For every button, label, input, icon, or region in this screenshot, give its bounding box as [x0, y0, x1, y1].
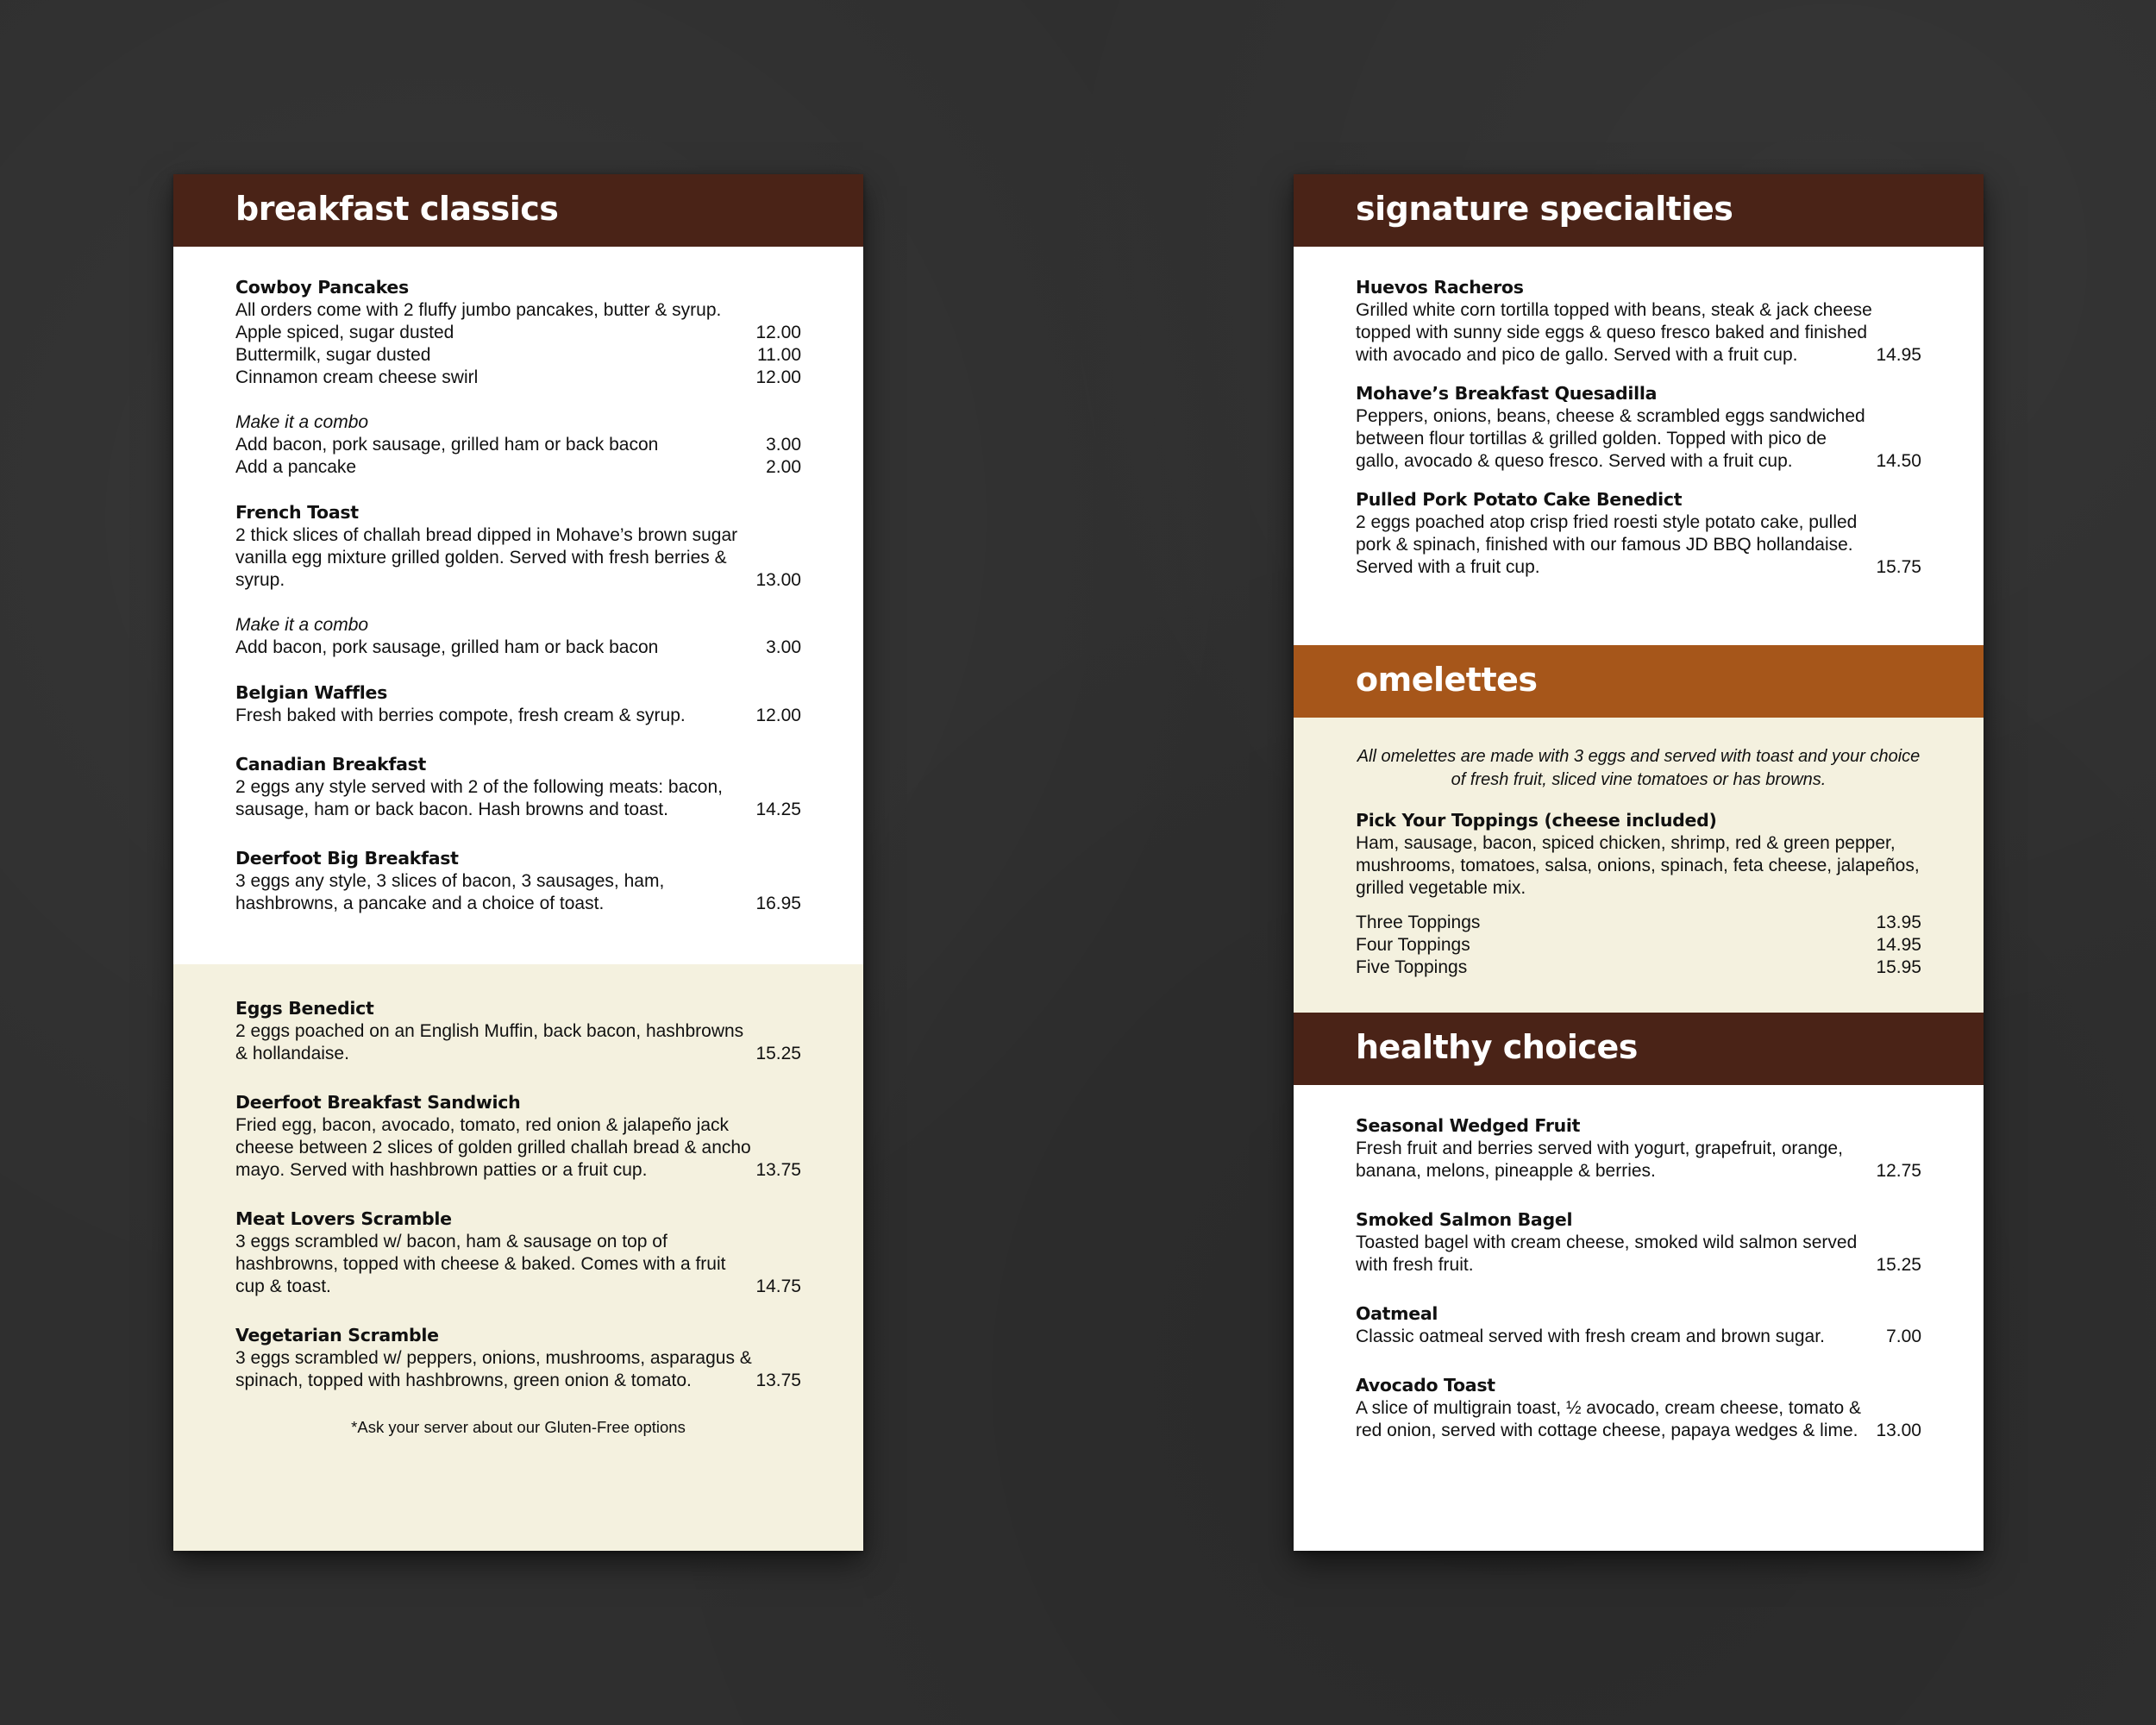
option-price: 11.00 — [757, 345, 801, 365]
item-name: Mohave’s Breakfast Quesadilla — [1356, 383, 1658, 404]
item-price: 7.00 — [1886, 1327, 1921, 1346]
option-price: 12.00 — [755, 323, 801, 342]
menu-item-vegetarian-scramble — [235, 1324, 801, 1392]
breakfast-classics-menu-panel — [173, 174, 863, 1551]
item-description: 3 eggs any style, 3 slices of bacon, 3 sausages, ham, hashbrowns, a pancake and a choice of toast. — [235, 871, 665, 913]
cream-section — [173, 964, 863, 1551]
item-price: 15.25 — [1876, 1255, 1921, 1275]
item-price: 14.50 — [1876, 451, 1921, 471]
item-description: Toasted bagel with cream cheese, smoked wild salmon served with fresh fruit. — [1356, 1233, 1858, 1275]
item-description: 2 eggs any style served with 2 of the following meats: bacon, sausage, ham or back bacon. Hash browns and toast. — [235, 777, 723, 819]
healthy-choices-title: healthy choices — [1356, 1028, 1638, 1066]
item-price: 14.95 — [1876, 345, 1921, 365]
item-name: Pulled Pork Potato Cake Benedict — [1356, 489, 1683, 510]
menu-item-cowboy-pancakes — [235, 276, 801, 479]
menu-item-pulled-pork-benedict — [1356, 488, 1921, 579]
item-name: Smoked Salmon Bagel — [1356, 1209, 1573, 1230]
option-price: 14.95 — [1876, 935, 1921, 955]
option-label: Four Toppings — [1356, 935, 1470, 955]
omelettes-items — [1356, 745, 1921, 979]
option-price: 15.95 — [1876, 957, 1921, 977]
item-name: Pick Your Toppings (cheese included) — [1356, 810, 1717, 831]
item-name: Eggs Benedict — [235, 998, 374, 1019]
option-price: 12.00 — [755, 367, 801, 387]
item-description: 3 eggs scrambled w/ peppers, onions, mushrooms, asparagus & spinach, topped with hashbrowns, green onion & tomato. — [235, 1348, 752, 1390]
combo-price: 3.00 — [766, 435, 801, 455]
combo-row — [235, 434, 801, 456]
option-row — [1356, 957, 1921, 979]
menu-item-avocado-toast — [1356, 1374, 1921, 1442]
menu-item-deerfoot-big-breakfast — [235, 847, 801, 915]
signature-specialties-header-band — [1294, 174, 1984, 247]
combo-title: Make it a combo — [235, 412, 369, 432]
menu-item-meat-lovers-scramble — [235, 1208, 801, 1298]
item-description: Classic oatmeal served with fresh cream and brown sugar. — [1356, 1327, 1825, 1346]
item-description: Peppers, onions, beans, cheese & scrambled eggs sandwiched between flour tortillas & grilled golden. Topped with pico de gallo, avocado & queso fresco. Served with a fruit cup. — [1356, 406, 1865, 471]
combo-price: 3.00 — [766, 637, 801, 657]
breakfast-classics-header-band — [173, 174, 863, 247]
specialties-menu-panel — [1294, 174, 1984, 1551]
menu-item-smoked-salmon-bagel — [1356, 1208, 1921, 1276]
combo-title: Make it a combo — [235, 615, 369, 635]
menu-item-oatmeal — [1356, 1302, 1921, 1348]
item-description: Fresh baked with berries compote, fresh cream & syrup. — [235, 706, 686, 725]
breakfast-classics-items — [235, 276, 801, 941]
combo-row — [235, 637, 801, 659]
menu-item-deerfoot-breakfast-sandwich — [235, 1091, 801, 1182]
item-price: 13.00 — [1876, 1421, 1921, 1440]
item-description: Fried egg, bacon, avocado, tomato, red onion & jalapeño jack cheese between 2 slices of golden grilled challah bread & ancho mayo. Served with hashbrown patties or a fruit cup. — [235, 1115, 751, 1180]
item-description: Fresh fruit and berries served with yogurt, grapefruit, orange, banana, melons, pineapple & berries. — [1356, 1138, 1843, 1181]
combo-row — [235, 456, 801, 479]
item-price: 12.75 — [1876, 1161, 1921, 1181]
item-price: 16.95 — [755, 894, 801, 913]
item-description: All orders come with 2 fluffy jumbo pancakes, butter & syrup. — [235, 300, 722, 320]
item-price: 14.25 — [755, 800, 801, 819]
item-price: 13.00 — [755, 570, 801, 590]
item-price: 15.75 — [1876, 557, 1921, 577]
item-description: Ham, sausage, bacon, spiced chicken, shrimp, red & green pepper, mushrooms, tomatoes, salsa, onions, spinach, feta cheese, jalapeños, grilled vegetable mix. — [1356, 833, 1920, 898]
item-name: Meat Lovers Scramble — [235, 1208, 452, 1229]
combo-label: Add a pancake — [235, 457, 357, 477]
omelettes-section — [1294, 718, 1984, 1014]
item-name: Avocado Toast — [1356, 1375, 1495, 1396]
combo-label: Add bacon, pork sausage, grilled ham or back bacon — [235, 637, 659, 657]
signature-specialties-title: signature specialties — [1356, 190, 1733, 228]
combo-label: Add bacon, pork sausage, grilled ham or back bacon — [235, 435, 659, 455]
menu-item-french-toast — [235, 501, 801, 659]
breakfast-classics-title: breakfast classics — [235, 190, 559, 228]
signature-items — [1356, 276, 1921, 579]
item-description: A slice of multigrain toast, ½ avocado, cream cheese, tomato & red onion, served with cottage cheese, papaya wedges & lime. — [1356, 1398, 1861, 1440]
item-price: 12.00 — [755, 706, 801, 725]
menu-item-belgian-waffles — [235, 681, 801, 727]
option-label: Apple spiced, sugar dusted — [235, 323, 454, 342]
item-description: 3 eggs scrambled w/ bacon, ham & sausage on top of hashbrowns, topped with cheese & baked. Comes with a fruit cup & toast. — [235, 1232, 726, 1296]
menu-item-canadian-breakfast — [235, 753, 801, 821]
item-name: Oatmeal — [1356, 1303, 1438, 1324]
item-name: Deerfoot Breakfast Sandwich — [235, 1092, 521, 1113]
combo-price: 2.00 — [766, 457, 801, 477]
healthy-choices-header-band — [1294, 1013, 1984, 1085]
item-name: Vegetarian Scramble — [235, 1325, 439, 1346]
option-row — [1356, 934, 1921, 957]
item-name: Cowboy Pancakes — [235, 277, 409, 298]
option-label: Five Toppings — [1356, 957, 1468, 977]
gluten-free-footnote: *Ask your server about our Gluten-Free options — [351, 1418, 686, 1436]
healthy-items — [1356, 1114, 1921, 1468]
menu-item-eggs-benedict — [235, 997, 801, 1065]
egg-dishes-items — [235, 997, 801, 1437]
item-name: French Toast — [235, 502, 359, 523]
item-price: 13.75 — [755, 1371, 801, 1390]
item-name: Belgian Waffles — [235, 682, 388, 703]
item-description: 2 thick slices of challah bread dipped in Mohave’s brown sugar vanilla egg mixture grilled golden. Served with fresh berries & syrup. — [235, 525, 738, 590]
omelettes-header-band — [1294, 645, 1984, 718]
item-name: Seasonal Wedged Fruit — [1356, 1115, 1581, 1136]
option-row — [235, 344, 801, 367]
option-label: Cinnamon cream cheese swirl — [235, 367, 479, 387]
option-row — [235, 367, 801, 389]
item-description: 2 eggs poached on an English Muffin, back bacon, hashbrowns & hollandaise. — [235, 1021, 744, 1063]
option-label: Buttermilk, sugar dusted — [235, 345, 431, 365]
menu-item-seasonal-wedged-fruit — [1356, 1114, 1921, 1182]
item-price: 13.75 — [755, 1160, 801, 1180]
item-price: 14.75 — [755, 1276, 801, 1296]
item-name: Huevos Racheros — [1356, 277, 1524, 298]
item-price: 15.25 — [755, 1044, 801, 1063]
option-price: 13.95 — [1876, 913, 1921, 932]
item-name: Canadian Breakfast — [235, 754, 427, 775]
option-label: Three Toppings — [1356, 913, 1481, 932]
item-description: 2 eggs poached atop crisp fried roesti style potato cake, pulled pork & spinach, finished with our famous JD BBQ hollandaise. Served with a fruit cup. — [1356, 512, 1858, 577]
item-description: Grilled white corn tortilla topped with beans, steak & jack cheese topped with sunny side eggs & queso fresco baked and finished with avocado and pico de gallo. Served with a fruit cup. — [1356, 300, 1872, 365]
menu-item-breakfast-quesadilla — [1356, 382, 1921, 473]
option-row — [1356, 912, 1921, 934]
option-row — [235, 322, 801, 344]
menu-item-huevos-racheros — [1356, 276, 1921, 367]
item-name: Deerfoot Big Breakfast — [235, 848, 459, 869]
omelettes-intro: All omelettes are made with 3 eggs and served with toast and your choice of fresh fruit, sliced vine tomatoes or has browns. — [1357, 747, 1921, 789]
omelettes-title: omelettes — [1356, 661, 1538, 699]
